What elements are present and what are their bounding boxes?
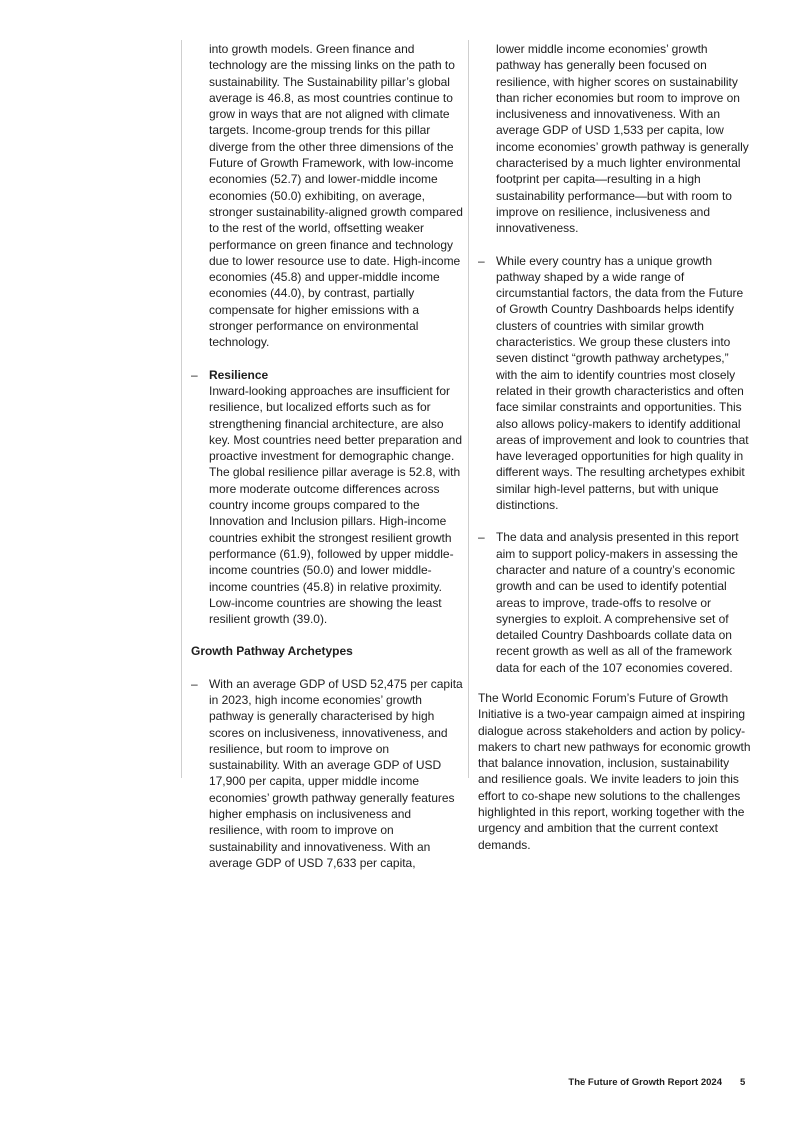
archetypes-continuation: lower middle income economies’ growth pathway has generally been focused on resilience, with higher scores on sustainability than richer economies but room to improve on inclusiveness and innovativeness. With an average GDP of USD 1,533 per capita, low income economies’ growth pathway is generally characterised by a much lighter environmental footprint per capita—resulting in a high sustainability performance—but with room to improve on resilience, inclusiveness and innovativeness. [496,42,749,236]
center-column-rule [468,40,469,778]
clusters-bullet-text: While every country has a unique growth pathway shaped by a wide range of circumstantial factors, the data from the Future of Growth Country Dashboards helps identify clusters of countries with similar growth characteristics. We group these clusters into seven distinct “growth pathway archetypes,” with the aim to identify countries most closely related in their growth characteristics and often face similar constraints and opportunities. This also allows policy-makers to identify additional areas of improvement and look to countries that have leveraged opportunities for high quality in different ways. The resulting archetypes exhibit similar high-level patterns, but with unique distinctions. [496,253,749,513]
resilience-title: Resilience [209,367,269,382]
archetypes-heading: Growth Pathway Archetypes [191,644,353,659]
bullet-dash: – [191,367,198,382]
resilience-body: Inward-looking approaches are insufficient for resilience, but localized efforts such as for strengthening financial architecture, are also key. Most countries need better preparation and proactive investment for demographic change. The global resilience pillar average is 52.8, with more moderate outcome differences across country income groups compared to the Innovation and Inclusion pillars. High-income countries exhibit the strongest resilient growth performance (61.9), followed by upper middle-income countries (50.0) and lower middle-income countries (45.8) in relative proximity. Low-income countries are showing the least resilient growth (39.0). [209,383,462,627]
resilience-bullet [191,367,463,628]
bullet-dash: – [191,676,198,691]
left-column [191,41,463,871]
bullet-dash: – [478,253,485,268]
data-bullet-text: The data and analysis presented in this report aim to support policy-makers in assessing the character and nature of a country’s economic growth and can be used to identify potential areas to improve, trade-offs to resolve or synergies to exploit. A comprehensive set of detailed Country Dashboards collate data on recent growth as well as all of the framework data for each of the 107 economies covered. [496,530,739,675]
data-bullet [478,529,752,676]
footer-report-title: The Future of Growth Report 2024 [568,1077,722,1088]
archetypes-bullet-text: With an average GDP of USD 52,475 per capita in 2023, high income economies’ growth pathway is generally characterised by high scores on inclusiveness, innovativeness, and resilience, but room to improve on sustainability. With an average GDP of USD 17,900 per capita, upper middle income economies’ growth pathway generally features higher emphasis on inclusiveness and resilience, with room to improve on sustainability and innovativeness. With an average GDP of USD 7,633 per capita, [209,676,463,870]
clusters-bullet [478,253,752,514]
right-column [478,41,752,853]
closing-paragraph: The World Economic Forum’s Future of Growth Initiative is a two-year campaign aimed at inspiring dialogue across stakeholders and action by policy-makers to chart new pathways for economic growth that balance innovation, inclusion, sustainability and resilience goals. We invite leaders to join this effort to co-shape new solutions to the challenges highlighted in this report, working together with the urgency and ambition that the current context demands. [478,690,751,852]
archetypes-bullet [191,676,463,872]
sustainability-paragraph: into growth models. Green finance and technology are the missing links on the path to sustainability. The Sustainability pillar’s global average is 46.8, as most countries continue to grow in ways that are not aligned with climate targets. Income-group trends for this pillar diverge from the other three dimensions of the Future of Growth Framework, with low-income economies (52.7) and lower-middle income economies (50.0) exhibiting, on average, stronger sustainability-aligned growth compared to the rest of the world, offsetting weaker performance on green finance and technology due to lower resource use to date. High-income economies (45.8) and upper-middle income economies (44.0), by contrast, partially compensate for higher emissions with a stronger performance on environmental technology. [209,42,463,350]
footer-page-number: 5 [740,1077,746,1088]
bullet-dash: – [478,530,485,545]
left-column-rule [181,40,182,778]
